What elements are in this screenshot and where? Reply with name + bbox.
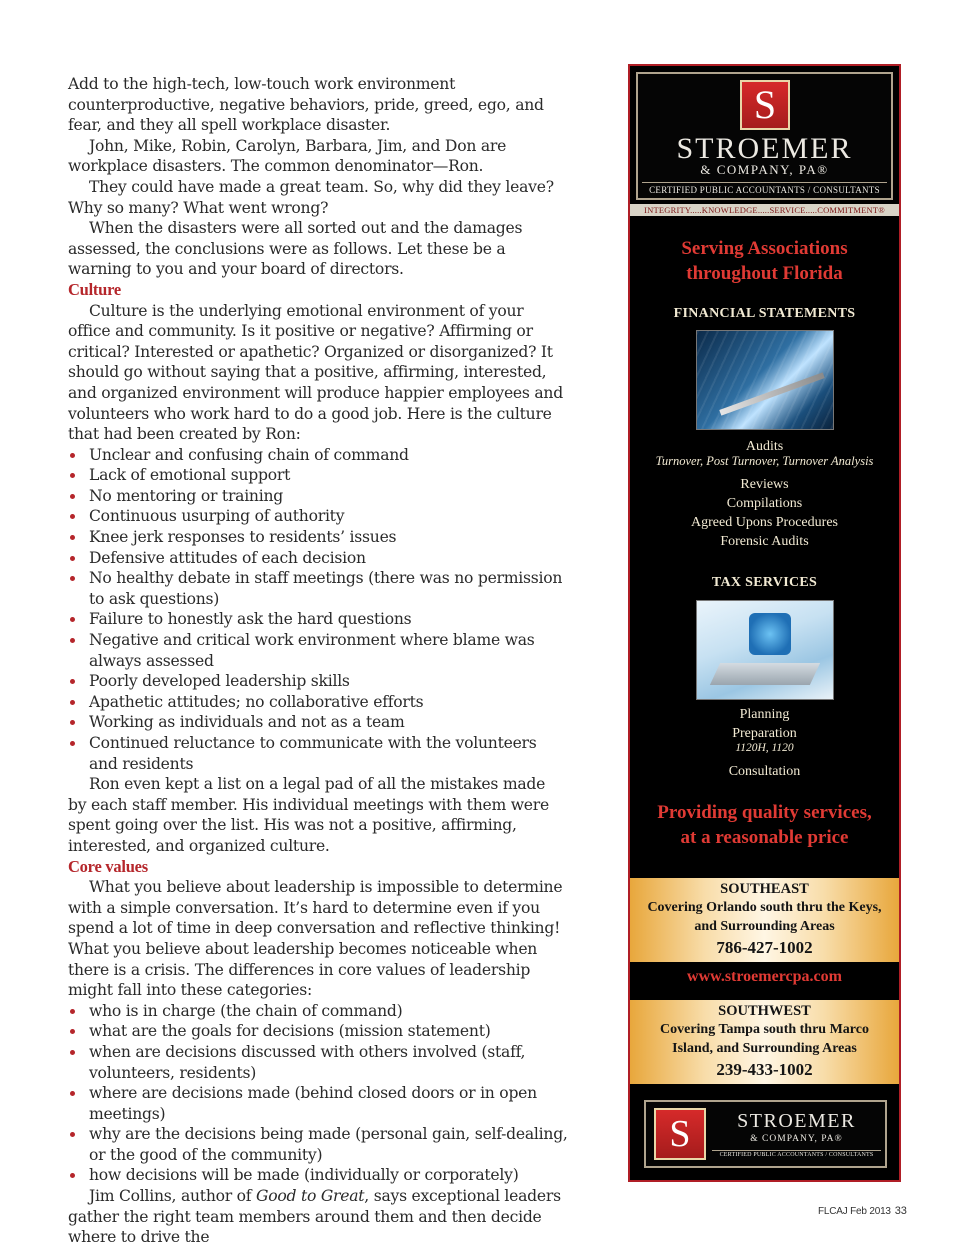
service-compilations: Compilations (726, 496, 803, 511)
logo-cpa-line: CERTIFIED PUBLIC ACCOUNTANTS / CONSULTANTS (712, 1150, 881, 1158)
headline-line-1: Serving Associations (681, 238, 848, 259)
paragraph (68, 1186, 568, 1245)
list-item: No mentoring or training (68, 486, 568, 507)
section-heading-culture: Culture (68, 279, 121, 299)
paragraph: Add to the high-tech, low-touch work environment counterproductive, negative behaviors, pride, greed, ego, and fear, and they all spell workplace disaster. (68, 75, 544, 135)
culture-list (68, 445, 568, 775)
paragraph: They could have made a great team. So, why did they leave? Why so many? What went wrong? (68, 177, 554, 217)
southeast-title: SOUTHEAST (720, 881, 809, 897)
southwest-coverage-2: Island, and Surrounding Areas (672, 1041, 857, 1056)
article-column (68, 74, 568, 1245)
logo-s-emblem: S (740, 80, 790, 130)
list-item: Lack of emotional support (68, 465, 568, 486)
text-run: Jim Collins, author of (89, 1187, 257, 1206)
tax-services-title: TAX SERVICES (711, 575, 818, 590)
list-item: what are the goals for decisions (mission statement) (68, 1021, 568, 1042)
list-item: when are decisions discussed with others involved (staff, volunteers, residents) (68, 1042, 568, 1083)
southwest-coverage-1: Covering Tampa south thru Marco (660, 1022, 869, 1037)
logo-s-emblem: S (654, 1108, 706, 1160)
headline-line-2: throughout Florida (686, 263, 843, 284)
southwest-title: SOUTHWEST (718, 1003, 811, 1019)
slogan-line-2: at a reasonable price (680, 827, 849, 848)
list-item: No healthy debate in staff meetings (there was no permission to ask questions) (68, 568, 568, 609)
logo-company: & COMPANY, PA® (700, 162, 829, 177)
list-item: Continued reluctance to communicate with the volunteers and residents (68, 733, 568, 774)
list-item: where are decisions made (behind closed doors or in open meetings) (68, 1083, 568, 1124)
service-planning: Planning (739, 707, 790, 722)
logo-name: STROEMER (676, 132, 853, 165)
service-forensic-audits: Forensic Audits (720, 534, 809, 549)
publication-name: FLCAJ Feb 2013 (818, 1206, 891, 1217)
service-consultation: Consultation (728, 764, 801, 779)
service-tax-forms: 1120H, 1120 (735, 742, 794, 754)
southeast-panel (630, 878, 899, 962)
service-preparation: Preparation (732, 726, 797, 741)
service-reviews: Reviews (740, 477, 789, 492)
text-run: , says exceptional leaders gather the right team members around them and then decide where to drive the (68, 1187, 561, 1245)
paragraph: Ron even kept a list on a legal pad of all the mistakes made by each staff member. His individual meetings with them were spent going over the list. His was not a positive, affirming, interested, and organized culture. (68, 775, 549, 855)
financial-photo (696, 330, 834, 430)
list-item: Working as individuals and not as a team (68, 712, 568, 733)
list-item: who is in charge (the chain of command) (68, 1001, 568, 1022)
logo-name: STROEMER (737, 1110, 856, 1132)
list-item: Continuous usurping of authority (68, 506, 568, 527)
stroemer-advertisement (628, 64, 901, 1182)
list-item: Poorly developed leadership skills (68, 671, 568, 692)
service-turnover: Turnover, Post Turnover, Turnover Analysis (655, 454, 874, 468)
list-item: how decisions will be made (individually or corporately) (68, 1165, 568, 1186)
book-title: Good to Great (256, 1187, 365, 1206)
slogan-line-1: Providing quality services, (657, 802, 872, 823)
list-item: why are the decisions being made (personal gain, self-dealing, or the good of the community) (68, 1124, 568, 1165)
financial-statements-title: FINANCIAL STATEMENTS (673, 306, 856, 321)
tax-photo (696, 600, 834, 700)
service-audits: Audits (745, 439, 784, 454)
southeast-phone: 786-427-1002 (716, 938, 813, 957)
stroemer-logo-bottom (644, 1100, 887, 1168)
logo-cpa-line: CERTIFIED PUBLIC ACCOUNTANTS / CONSULTANTS (642, 182, 887, 195)
list-item: Unclear and confusing chain of command (68, 445, 568, 466)
southeast-coverage-2: and Surrounding Areas (694, 919, 835, 934)
paragraph: Culture is the underlying emotional environment of your office and community. Is it positive or negative? Affirming or critical? Interested or apathetic? Organized or disorganized? It should go without saying that a positive, affirming, interested, and organized environment will produce happier employees and volunteers who work hard to do a good job. Here is the culture that had been created by Ron: (68, 301, 563, 444)
list-item: Failure to honestly ask the hard questions (68, 609, 568, 630)
southwest-panel (630, 1000, 899, 1084)
list-item: Negative and critical work environment where blame was always assessed (68, 630, 568, 671)
stroemer-logo (636, 72, 893, 200)
service-agreed-procedures: Agreed Upons Procedures (691, 515, 838, 530)
tagline-bar: INTEGRITY.....KNOWLEDGE.....SERVICE.....COMMITMENT® (630, 204, 899, 216)
paragraph: What you believe about leadership is impossible to determine with a simple conversation. It’s hard to determine even if you spend a lot of time in deep conversation and reflective thinking! What you believe about leadership becomes noticeable when there is a crisis. The differences in core values of leadership might fall into these categories: (68, 878, 563, 1000)
list-item: Knee jerk responses to residents’ issues (68, 527, 568, 548)
page-footer (818, 1205, 907, 1217)
southwest-phone: 239-433-1002 (716, 1060, 813, 1079)
southeast-coverage-1: Covering Orlando south thru the Keys, (647, 900, 882, 915)
paragraph: John, Mike, Robin, Carolyn, Barbara, Jim, and Don are workplace disasters. The common denominator—Ron. (68, 136, 507, 176)
core-values-list (68, 1001, 568, 1186)
list-item: Defensive attitudes of each decision (68, 548, 568, 569)
list-item: Apathetic attitudes; no collaborative efforts (68, 692, 568, 713)
logo-company: & COMPANY, PA® (750, 1134, 843, 1144)
page-number: 33 (894, 1205, 907, 1217)
section-heading-core-values: Core values (68, 856, 148, 876)
website-link[interactable]: www.stroemercpa.com (687, 968, 842, 985)
paragraph: When the disasters were all sorted out and the damages assessed, the conclusions were as follows. Let these be a warning to you and your board of directors. (68, 219, 523, 279)
